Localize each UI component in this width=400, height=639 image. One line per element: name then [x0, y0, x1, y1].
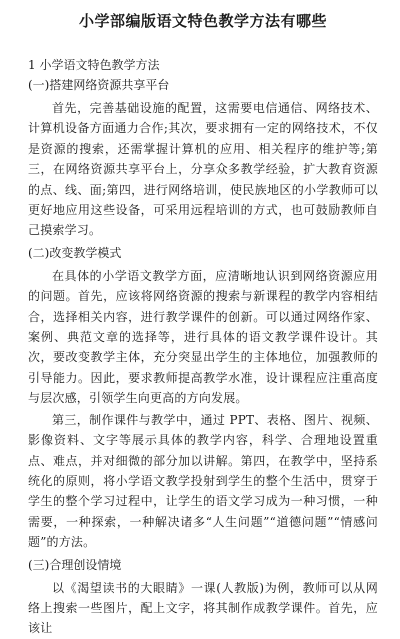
paragraph: 首先，完善基础设施的配置，这需要电信通信、网络技术、计算机设备方面通力合作;其次，要求拥有一定的网络技术，不仅是资源的搜索，还需掌握计算机的应用、相关程序的维护等;第三，在网络资源共享平台上，分享众多教学经验，扩大教育资源的点、线、面;第四，进行网络培训，使民族地区的小学教师可以更好地应用这些设备，可采用远程培训的方式，也可鼓励教师自己摸索学习。	[28, 101, 378, 238]
paragraph: 在具体的小学语文教学方面，应清晰地认识到网络资源应用的问题。首先，应该将网络资源的搜索与新课程的教学内容相结合，选择相关内容，进行教学课件的创新。可以通过网络作家、案例、典范文章的选择等，进行具体的语文教学课件设计。其次，要改变教学主体，充分突显出学生的主体地位，加强教师的引导能力。因此，要求教师提高教学水准，设计课程应注重高度与层次感，引领学生向更高的方向发展。	[28, 268, 378, 406]
section-heading: 1 小学语文特色教学方法	[28, 58, 160, 72]
paragraph: 以《渴望读书的大眼睛》一课(人教版)为例，教师可以从网络上搜索一些图片，配上文字，将其制作成教学课件。首先，应该让	[28, 580, 378, 636]
document-title: 小学部编版语文特色教学方法有哪些	[78, 12, 327, 30]
subsection-heading-2: (二)改变教学模式	[28, 245, 122, 260]
subsection-heading-3: (三)合理创设情境	[28, 557, 122, 572]
paragraph: 第三，制作课件与教学中，通过 PPT、表格、图片、视频、影像资料、文字等展示具体的教学内容，科学、合理地设置重点、难点，并对细微的部分加以讲解。第四，在教学中，坚持系统化的原则，将小学语文教学投射到学生的整个生活中，贯穿于学生的整个学习过程中，让学生的语文学习成为一种习惯，一种需要，一种探索，一种解决诸多“人生问题”“道德问题”“情感问题”的方法。	[28, 412, 378, 550]
subsection-heading-1: (一)搭建网络资源共享平台	[28, 78, 170, 92]
